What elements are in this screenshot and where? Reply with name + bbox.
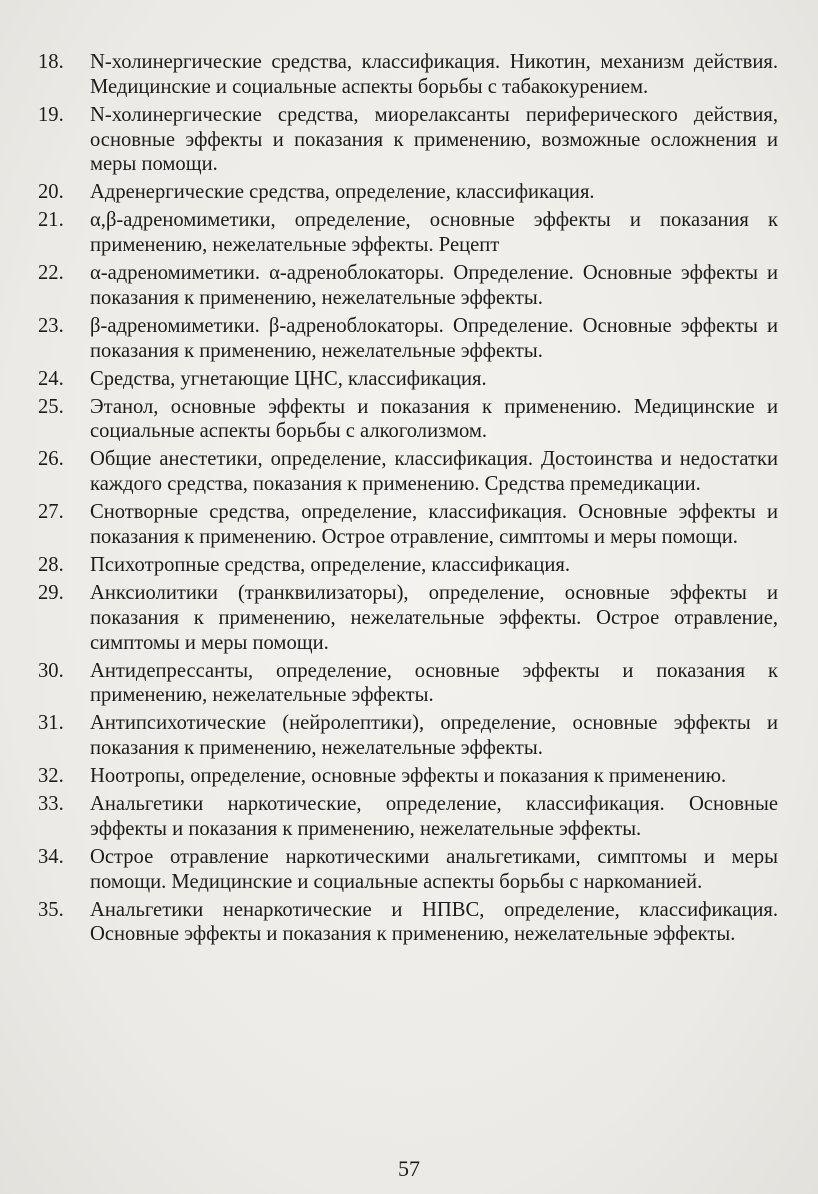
item-text: Психотропные средства, определение, классификация. <box>90 554 570 577</box>
list-item <box>38 792 778 842</box>
item-number: 29. <box>38 582 64 604</box>
item-text: α-адреномиметики. α-адреноблокаторы. Определение. Основные эффекты и показания к применению, нежелательные эффекты. <box>90 262 778 309</box>
item-number: 32. <box>38 765 64 788</box>
list-item <box>38 180 778 205</box>
item-text: β-адреномиметики. β-адреноблокаторы. Определение. Основные эффекты и показания к применению, нежелательные эффекты. <box>90 314 778 362</box>
list-item <box>38 553 778 578</box>
list-item <box>38 50 778 100</box>
item-text: α,β-адреномиметики, определение, основные эффекты и показания к применению, нежелательные эффекты. Рецепт <box>90 209 778 257</box>
list-item <box>38 845 778 895</box>
item-number: 30. <box>38 659 64 682</box>
page-number: 57 <box>398 1156 420 1181</box>
list-item <box>38 261 778 311</box>
item-number: 19. <box>38 103 64 126</box>
list-item <box>38 711 778 761</box>
item-number: 20. <box>38 181 64 204</box>
item-number: 34. <box>38 845 64 868</box>
item-text: N-холинергические средства, классификация. Никотин, механизм действия. Медицинские и социальные аспекты борьбы с табакокурением. <box>90 51 778 98</box>
item-text: Этанол, основные эффекты и показания к применению. Медицинские и социальные аспекты борьбы с алкоголизмом. <box>90 395 778 443</box>
item-text: Ноотропы, определение, основные эффекты и показания к применению. <box>90 765 727 788</box>
list-item <box>38 764 778 789</box>
item-text: Средства, угнетающие ЦНС, классификация. <box>90 367 487 390</box>
item-number: 33. <box>38 793 64 816</box>
list-item <box>38 659 778 709</box>
item-text: Адренергические средства, определение, классификация. <box>90 181 595 204</box>
item-number: 24. <box>38 367 64 390</box>
item-number: 31. <box>38 712 64 735</box>
item-number: 18. <box>38 51 64 73</box>
question-list <box>38 50 778 950</box>
item-number: 23. <box>38 314 64 337</box>
list-item <box>38 500 778 550</box>
item-text: Антипсихотические (нейролептики), определение, основные эффекты и показания к применению, нежелательные эффекты. <box>90 712 778 760</box>
item-text: Снотворные средства, определение, классификация. Основные эффекты и показания к применению. Острое отравление, симптомы и меры помощи. <box>90 501 778 549</box>
item-text: N-холинергические средства, миорелаксанты периферического действия, основные эффекты и показания к применению, возможные осложнения и меры помощи. <box>90 103 778 176</box>
item-number: 27. <box>38 501 64 524</box>
item-number: 28. <box>38 554 64 577</box>
item-text: Острое отравление наркотическими анальгетиками, симптомы и меры помощи. Медицинские и социальные аспекты борьбы с наркоманией. <box>90 845 778 893</box>
item-text: Анальгетики наркотические, определение, классификация. Основные эффекты и показания к применению, нежелательные эффекты. <box>90 793 778 840</box>
list-item <box>38 447 778 497</box>
list-item <box>38 314 778 364</box>
list-item <box>38 898 778 948</box>
item-text: Общие анестетики, определение, классификация. Достоинства и недостатки каждого средства, показания к применению. Средства премедикации. <box>90 448 778 496</box>
list-item <box>38 367 778 392</box>
item-text: Антидепрессанты, определение, основные эффекты и показания к применению, нежелательные эффекты. <box>90 659 778 707</box>
item-number: 26. <box>38 448 64 471</box>
item-text: Анксиолитики (транквилизаторы), определение, основные эффекты и показания к применению, нежелательные эффекты. Острое отравление, симптомы и меры помощи. <box>90 582 778 654</box>
item-number: 35. <box>38 898 64 921</box>
item-number: 21. <box>38 209 64 232</box>
list-item <box>38 581 778 655</box>
item-number: 22. <box>38 262 64 285</box>
list-item <box>38 395 778 445</box>
list-item <box>38 103 778 177</box>
item-number: 25. <box>38 395 64 418</box>
list-item <box>38 208 778 258</box>
item-text: Анальгетики ненаркотические и НПВС, определение, классификация. Основные эффекты и показания к применению, нежелательные эффекты. <box>90 898 778 946</box>
